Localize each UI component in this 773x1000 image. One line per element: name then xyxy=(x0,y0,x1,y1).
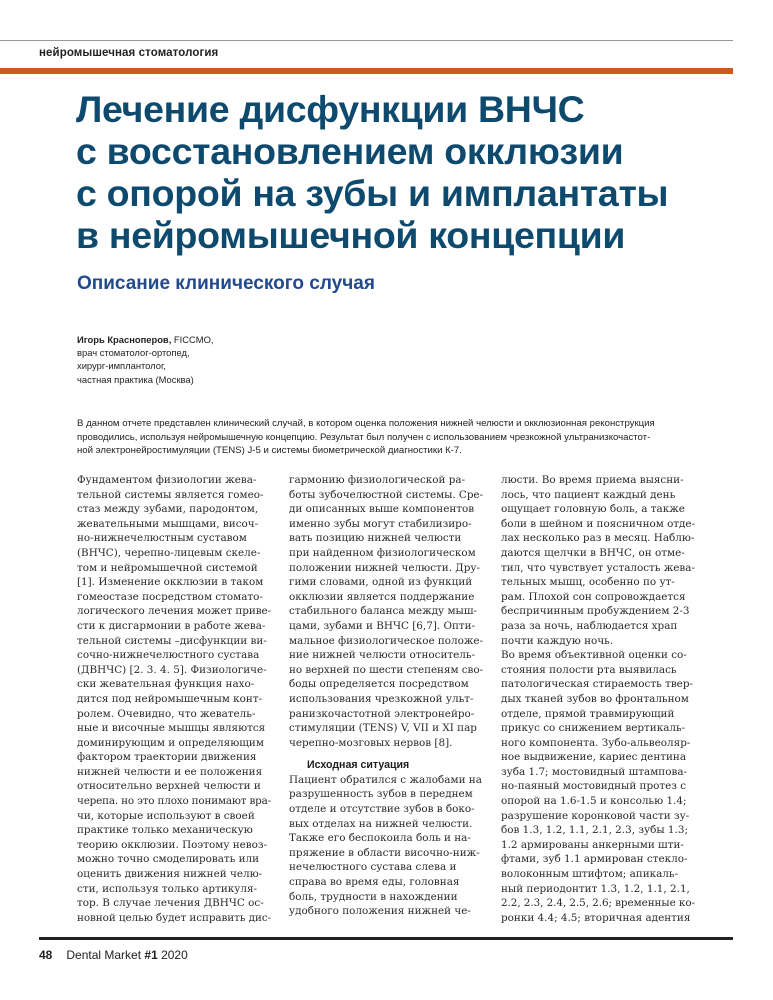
text-line: удобного положения нижней че- xyxy=(289,905,471,918)
page-footer xyxy=(39,948,188,962)
text-line: дых тканей зубов во фронтальном xyxy=(501,692,689,705)
text-line: Пациент обратился с жалобами на xyxy=(289,773,482,786)
text-line: прикус со снижением вертикаль- xyxy=(501,722,686,735)
text-line: гомеостазе посредством стомато- xyxy=(77,590,263,603)
text-line: [1]. Изменение окклюзии в таком xyxy=(77,576,264,589)
page-number: 48 xyxy=(39,948,53,962)
text-line: стаз между зубами, пародонтом, xyxy=(77,503,259,516)
text-line: ди описанных выше компонентов xyxy=(289,503,475,516)
accent-divider xyxy=(0,68,733,74)
text-line: тил, что чувствует усталость жева- xyxy=(501,561,695,574)
text-line: вых отделах на нижней челюсти. xyxy=(289,817,473,830)
text-line: тор. В случае лечения ДВНЧС ос- xyxy=(77,897,264,910)
text-line: раза за ночь, наблюдается храп xyxy=(501,619,678,632)
body-column-1 xyxy=(77,473,271,925)
text-line: сти, используя только артикуля- xyxy=(77,882,258,895)
title-line: в нейромышечной концепции xyxy=(76,214,626,256)
text-line: мальное физиологическое положе- xyxy=(289,634,483,647)
text-line: нечелюстного сустава слева и xyxy=(289,861,457,874)
text-line: но-паяный мостовидный протез с xyxy=(501,780,687,793)
author-block xyxy=(77,333,214,386)
text-line: черепа. но это плохо понимают вра- xyxy=(77,795,271,808)
text-line: пряжение в области височно-ниж- xyxy=(289,846,480,859)
text-line: Также его беспокоила боль и на- xyxy=(289,832,471,845)
text-line: фактором траектории движения xyxy=(77,751,257,764)
text-line: окклюзии является поддержание xyxy=(289,590,475,603)
text-line: логического лечения может приве- xyxy=(77,605,271,618)
text-line: рам. Плохой сон сопровождается xyxy=(501,590,686,603)
text-line: лось, что пациент каждый день xyxy=(501,488,676,501)
body-column-2 xyxy=(289,473,483,919)
text-line: вать позицию нижней челюсти xyxy=(289,532,462,545)
text-line: (ВНЧС), черепно-лицевым скеле- xyxy=(77,546,261,559)
text-line: том и нейромышечной системой xyxy=(77,561,258,574)
article-title xyxy=(76,88,668,256)
text-line: дится под нейромышечным конт- xyxy=(77,692,263,705)
text-line: тельных мышц, особенно по ут- xyxy=(501,576,675,589)
section-heading: Исходная ситуация xyxy=(307,759,410,772)
text-line: гими словами, одной из функций xyxy=(289,576,473,589)
text-line: использования чрезкожной ульт- xyxy=(289,692,474,705)
text-line: при найденном физиологическом xyxy=(289,546,476,559)
text-line: разрушение коронковой части зу- xyxy=(501,809,690,822)
author-name-line xyxy=(77,333,214,346)
text-line: ранизкочастотной электронейро- xyxy=(289,707,475,720)
abstract-line: ной электронейростимуляции (TENS) J-5 и системы биометрической диагностики К-7. xyxy=(77,445,462,456)
text-line: ролем. Очевидно, что жеватель- xyxy=(77,707,256,720)
text-line: отделе и отсутствие зубов в боко- xyxy=(289,803,475,816)
text-line: чи, которые используют в своей xyxy=(77,809,255,822)
text-line: почти каждую ночь. xyxy=(501,634,614,647)
text-line: лах несколько раз в месяц. Наблю- xyxy=(501,532,695,545)
text-line: можно точно смоделировать или xyxy=(77,853,260,866)
article-subtitle: Описание клинического случая xyxy=(77,273,375,294)
text-line: боды определяется посредством xyxy=(289,678,469,691)
text-line: доминирующим и определяющим xyxy=(77,736,264,749)
text-line: отделе, прямой травмирующий xyxy=(501,707,675,720)
text-line: тельной системы является гомео- xyxy=(77,488,264,501)
text-line: ски жевательная функция нахо- xyxy=(77,678,255,691)
text-line: новной целью будет исправить дис- xyxy=(77,911,271,924)
author-role: врач стоматолог-ортопед, xyxy=(77,347,190,359)
text-line: ное выдвижение, кариес дентина xyxy=(501,751,687,764)
author-affiliation: частная практика (Москва) xyxy=(77,373,194,385)
paragraph-gap xyxy=(289,750,483,758)
abstract xyxy=(77,417,737,458)
text-line: теорию окклюзии. Поэтому невоз- xyxy=(77,838,268,851)
abstract-line: В данном отчете представлен клинический случай, в котором оценка положения нижней челюсти и окклюзионная реконструкция xyxy=(77,418,655,429)
text-line: стояния полости рта выявилась xyxy=(501,663,677,676)
text-line: 2.2, 2.3, 2.4, 2.5, 2.6; временные ко- xyxy=(501,897,695,910)
text-line: беспричинным пробуждением 2-3 xyxy=(501,605,690,618)
text-line: Фундаментом физиологии жева- xyxy=(77,474,257,486)
text-line: стабильного баланса между мыш- xyxy=(289,605,478,618)
text-line: положении нижней челюсти. Дру- xyxy=(289,561,481,574)
text-line: черепно-мозговых нервов [8]. xyxy=(289,736,453,749)
text-line: ощущает головную боль, а также xyxy=(501,503,685,516)
section-label: нейромышечная стоматология xyxy=(39,47,219,59)
text-line: ного компонента. Зубо-альвеоляр- xyxy=(501,736,691,749)
text-line: практике только механическую xyxy=(77,824,253,837)
title-line: с восстановлением окклюзии xyxy=(76,130,624,172)
author-credential: FICCMO, xyxy=(171,334,214,345)
text-line: зуба 1.7; мостовидный штампова- xyxy=(501,765,688,778)
abstract-line: проводились, используя нейромышечную концепцию. Результат был получен с использованием чрезкожной ультранизкочастот- xyxy=(77,431,651,443)
text-line: боль, трудности в нахождении xyxy=(289,890,458,903)
text-line: гармонию физиологической ра- xyxy=(289,474,466,486)
author-name: Игорь Красноперов, xyxy=(77,334,172,345)
text-line: бов 1.3, 1.2, 1.1, 2.1, 2.3, зубы 1.3; xyxy=(501,824,688,837)
text-line: ние нижней челюсти относитель- xyxy=(289,649,476,662)
author-role: хирург-имплантолог, xyxy=(77,360,166,372)
text-line: опорой на 1.6-1.5 и консолью 1.4; xyxy=(501,795,687,808)
issue-year: 2020 xyxy=(157,948,188,962)
text-line: тельной системы –дисфункции ви- xyxy=(77,634,267,647)
text-line: даются щелчки в ВНЧС, он отме- xyxy=(501,546,685,559)
text-line: ронки 4.4; 4.5; вторичная адентия xyxy=(501,911,691,924)
text-line: ный периодонтит 1.3, 1.2, 1.1, 2.1, xyxy=(501,882,690,895)
text-line: именно зубы могут стабилизиро- xyxy=(289,517,472,530)
text-line: но-нижнечелюстным суставом xyxy=(77,532,247,545)
text-line: оценить движения нижней челю- xyxy=(77,868,263,881)
text-line: (ДВНЧС) [2. 3. 4. 5]. Физиологиче- xyxy=(77,663,267,676)
text-line: цами, зубами и ВНЧС [6,7]. Опти- xyxy=(289,619,476,632)
text-line: патологическая стираемость твер- xyxy=(501,678,693,691)
text-line: относительно верхней челюсти и xyxy=(77,780,261,793)
text-line: нижней челюсти и ее положения xyxy=(77,765,263,778)
text-line: но верхней по шести степеням сво- xyxy=(289,663,483,676)
text-line: волоконным штифтом; апикаль- xyxy=(501,868,679,881)
text-line: Во время объективной оценки со- xyxy=(501,649,687,662)
issue-number: #1 xyxy=(144,948,158,962)
text-line: сочно-нижнечелюстного сустава xyxy=(77,649,260,662)
body-column-3 xyxy=(501,473,695,925)
text-line: фтами, зуб 1.1 армирован стекло- xyxy=(501,853,688,866)
text-line: люсти. Во время приема выясни- xyxy=(501,474,684,486)
text-line: сти к дисгармонии в работе жева- xyxy=(77,619,266,632)
text-line: 1.2 армированы анкерными шти- xyxy=(501,838,684,851)
text-line: жевательными мышцами, височ- xyxy=(77,517,259,530)
text-line: разрушенность зубов в переднем xyxy=(289,788,473,801)
text-line: стимуляции (TENS) V, VII и XI пар xyxy=(289,722,477,735)
text-line: справа во время еды, головная xyxy=(289,876,460,889)
title-line: Лечение дисфункции ВНЧС xyxy=(76,88,585,130)
magazine-name: Dental Market xyxy=(66,948,145,962)
text-line: боли в шейном и поясничном отде- xyxy=(501,517,695,530)
title-line: с опорой на зубы и имплантаты xyxy=(76,172,669,214)
text-line: ные и височные мышцы являются xyxy=(77,722,266,735)
top-divider xyxy=(0,40,733,41)
text-line: боты зубочелюстной системы. Сре- xyxy=(289,488,483,501)
footer-divider xyxy=(39,937,733,940)
